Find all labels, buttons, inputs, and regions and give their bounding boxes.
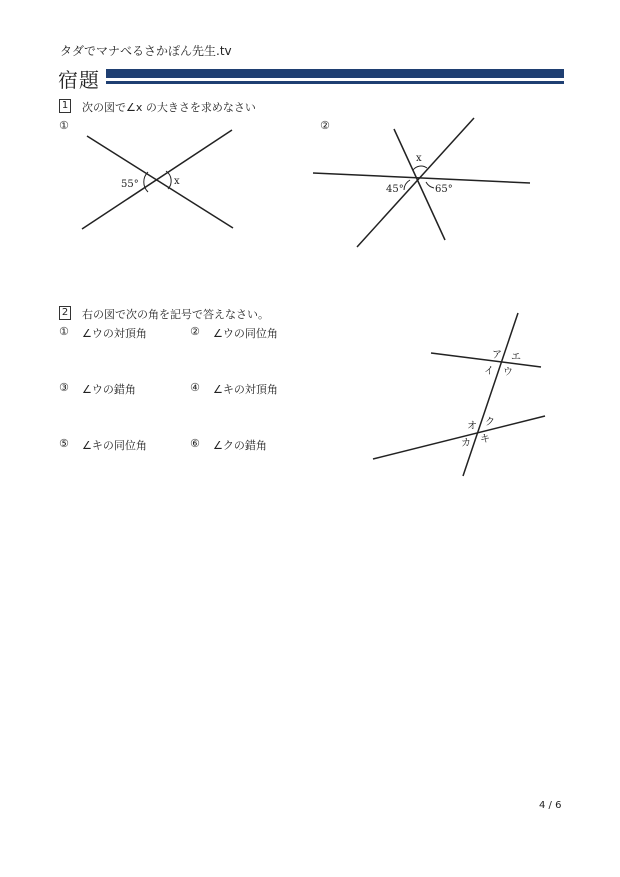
question-2-text: 右の図で次の角を記号で答えなさい。 [82, 308, 269, 321]
figure-3-upper-line [431, 353, 541, 367]
figure-1-arc-left [144, 172, 148, 192]
figure-2-line-a [357, 118, 474, 247]
figure-1-line-b [82, 130, 232, 229]
figure-2-arc-65 [426, 182, 434, 188]
figure-2-arc-x [413, 166, 427, 170]
item-3-number: ③ [59, 381, 69, 394]
figure-3-label-u: ウ [503, 367, 513, 378]
figure-3-label-e: エ [511, 352, 521, 363]
figure-3-lower-line [373, 416, 545, 459]
figure-3-label-ki: キ [480, 434, 490, 445]
figure-1-line-a [87, 136, 233, 228]
figure-2-label: ② [320, 119, 330, 132]
figure-1-angle-label: 55° [121, 179, 139, 190]
page-number: 4 / 6 [539, 800, 562, 811]
figure-1-x-label: x [174, 176, 180, 187]
question-1-text: 次の図で∠x の大きさを求めなさい [82, 101, 256, 114]
figure-3 [373, 313, 545, 476]
figure-2-horizontal-line [313, 173, 530, 183]
figure-3-transversal [463, 313, 518, 476]
figure-2-angle-right-label: 65° [435, 184, 453, 195]
item-2-number: ② [190, 325, 200, 338]
figure-3-label-ku: ク [485, 417, 495, 428]
figure-1 [82, 130, 233, 229]
figure-2-x-label: x [416, 153, 422, 164]
figure-3-label-i: イ [484, 366, 494, 377]
item-4-text: ∠キの対頂角 [213, 383, 278, 396]
item-1-number: ① [59, 325, 69, 338]
question-2-number: 2 [59, 306, 71, 320]
item-2-text: ∠ウの同位角 [213, 327, 278, 340]
item-4-number: ④ [190, 381, 200, 394]
item-3-text: ∠ウの錯角 [82, 383, 136, 396]
item-5-number: ⑤ [59, 437, 69, 450]
question-1-number: 1 [59, 99, 71, 113]
figure-2-angle-left-label: 45° [386, 184, 404, 195]
page-title: 宿題 [58, 68, 100, 92]
figure-2 [313, 118, 530, 247]
figure-1-label: ① [59, 119, 69, 132]
item-5-text: ∠キの同位角 [82, 439, 147, 452]
item-6-number: ⑥ [190, 437, 200, 450]
site-name: タダでマナべるさかぽん先生.tv [60, 44, 232, 58]
item-1-text: ∠ウの対頂角 [82, 327, 147, 340]
item-6-text: ∠クの錯角 [213, 439, 267, 452]
figure-3-label-a: ア [492, 350, 502, 361]
figure-3-label-ka: カ [461, 438, 471, 449]
figure-3-label-o: オ [467, 421, 477, 432]
